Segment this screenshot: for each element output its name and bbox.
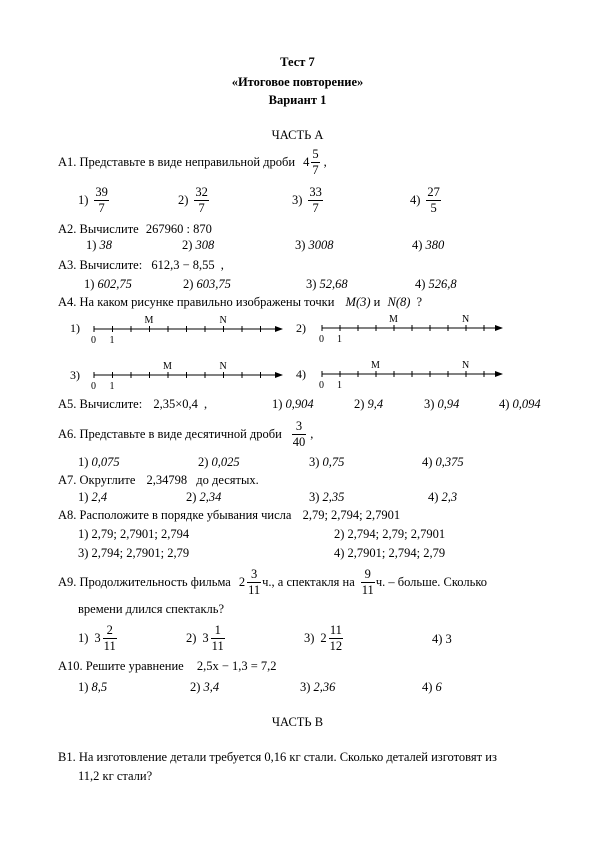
mixed-whole: 3 <box>94 630 101 645</box>
number-line-one-label: 1 <box>337 380 342 391</box>
fraction-numerator: 1 <box>211 624 225 639</box>
number-line-zero-label: 0 <box>91 335 96 346</box>
option-value: 2,794; 2,7901; 2,79 <box>91 546 190 560</box>
option-value: 3 <box>445 632 452 646</box>
test-subtitle: «Итоговое повторение» <box>231 75 364 89</box>
question-b1-line-2: 11,2 кг стали? <box>78 769 153 783</box>
option-value: 2,3 <box>441 490 458 504</box>
question-a9-film-duration <box>239 568 262 596</box>
option-number: 4) <box>410 192 421 207</box>
question-a8-text: А8. Расположите в порядке убывания числа <box>58 508 292 522</box>
fraction-numerator: 33 <box>309 185 322 199</box>
option-value: 2,7901; 2,794; 2,79 <box>347 546 446 560</box>
option-number: 2) <box>354 397 365 411</box>
option-number: 3) <box>292 192 303 207</box>
answer-a9-1[interactable] <box>78 624 118 652</box>
option-number: 2) <box>183 277 194 291</box>
number-line-zero-label: 0 <box>91 381 96 392</box>
question-a10-equation: 2,5x − 1,3 = 7,2 <box>196 659 277 673</box>
option-number: 4) <box>428 490 439 504</box>
option-number: 2) <box>190 680 201 694</box>
fraction-numerator: 9 <box>361 568 375 583</box>
option-number: 3) <box>309 490 320 504</box>
question-a5-text: А5. Вычислите: <box>58 397 143 411</box>
point-m: M(3) <box>345 295 371 309</box>
option-number: 2) <box>334 527 345 541</box>
option-value: 0,94 <box>437 397 460 411</box>
variant-label: Вариант 1 <box>268 93 327 107</box>
number-line-point-m: M <box>144 315 154 326</box>
option-number: 2) <box>178 192 189 207</box>
answer-a7-4[interactable] <box>428 491 457 504</box>
fraction-numerator: 27 <box>427 185 440 199</box>
option-value: 3008 <box>308 238 334 252</box>
answer-a9-3[interactable] <box>304 624 344 652</box>
answer-a10-3[interactable] <box>300 681 335 694</box>
number-line-point-n: N <box>462 360 470 371</box>
number-line-4-label[interactable]: 4) <box>296 367 306 381</box>
number-line-zero-label: 0 <box>319 334 324 345</box>
question-a8 <box>58 509 400 522</box>
question-a5-expression: 2,35×0,4 <box>153 397 198 411</box>
fraction-denominator: 7 <box>312 200 319 215</box>
fraction-numerator: 39 <box>95 185 108 199</box>
conjunction: и <box>373 295 381 309</box>
option-value: 9,4 <box>367 397 384 411</box>
number-line-2-label[interactable]: 2) <box>296 321 306 335</box>
answer-a10-2[interactable] <box>190 681 219 694</box>
answer-a5-4[interactable] <box>499 398 541 411</box>
fraction-denominator: 7 <box>98 200 105 215</box>
fraction-denominator: 7 <box>312 162 319 177</box>
mixed-whole: 4 <box>303 154 310 169</box>
question-a10-text: А10. Решите уравнение <box>58 659 184 673</box>
number-line-point-m: M <box>389 314 398 325</box>
fraction-numerator: 5 <box>312 147 319 161</box>
option-value: 52,68 <box>319 277 348 291</box>
option-number: 4) <box>499 397 510 411</box>
fraction-denominator: 11 <box>103 638 116 653</box>
option-value: 0,075 <box>91 455 120 469</box>
option-value: 2,4 <box>91 490 108 504</box>
option-value: 2,794; 2,79; 2,7901 <box>347 527 446 541</box>
fraction-numerator: 32 <box>195 185 208 199</box>
question-a8-numbers: 2,79; 2,794; 2,7901 <box>302 508 401 522</box>
number-line-one-label: 1 <box>109 335 115 346</box>
test-title: Тест 7 <box>280 55 315 69</box>
fraction-denominator: 7 <box>198 200 205 215</box>
question-a3-text: А3. Вычислите: <box>58 258 143 272</box>
option-value: 602,75 <box>97 277 132 291</box>
option-number: 1) <box>78 680 89 694</box>
question-a6-text: А6. Представьте в виде десятичной дроби <box>58 426 282 441</box>
part-a-title: ЧАСТЬ А <box>271 128 324 142</box>
option-value: 2,34 <box>199 490 222 504</box>
number-line-point-n: N <box>219 315 227 326</box>
number-line-1-label[interactable]: 1) <box>70 321 80 335</box>
option-number: 2) <box>198 455 209 469</box>
question-a9-text-2: ч., а спектакля на <box>262 574 355 589</box>
option-value: 2,35 <box>322 490 345 504</box>
question-a7-text: А7. Округлите <box>58 473 136 487</box>
option-number: 1) <box>78 527 89 541</box>
punctuation: , <box>323 154 327 169</box>
answer-a8-3[interactable] <box>78 547 189 560</box>
option-value: 0,094 <box>512 397 541 411</box>
question-a3-expression: 612,3 − 8,55 <box>151 258 215 272</box>
question-a9-text-3: ч. – больше. Сколько <box>375 574 488 589</box>
option-number: 3) <box>295 238 306 252</box>
answer-a6-4[interactable] <box>422 456 464 469</box>
fraction-denominator: 40 <box>292 434 306 449</box>
fraction-numerator: 3 <box>247 568 261 583</box>
fraction-denominator: 11 <box>211 638 224 653</box>
question-a7 <box>58 474 259 487</box>
punctuation: , <box>310 426 314 441</box>
fraction-numerator: 3 <box>292 420 307 435</box>
answer-a7-1[interactable] <box>78 491 107 504</box>
option-number: 1) <box>272 397 283 411</box>
question-a4-text: А4. На каком рисунке правильно изображены точки <box>58 295 335 309</box>
number-line-one-label: 1 <box>109 381 115 392</box>
mixed-whole: 2 <box>238 574 246 589</box>
answer-a8-2[interactable] <box>334 528 445 541</box>
mixed-whole: 2 <box>320 630 327 645</box>
option-value: 308 <box>195 238 215 252</box>
point-n: N(8) <box>387 295 411 309</box>
option-number: 4) <box>422 455 433 469</box>
option-value: 6 <box>435 680 442 694</box>
option-value: 603,75 <box>196 277 231 291</box>
option-value: 8,5 <box>91 680 108 694</box>
fraction-denominator: 12 <box>329 638 343 653</box>
answer-a10-1[interactable] <box>78 681 107 694</box>
option-value: 0,75 <box>322 455 345 469</box>
option-number: 3) <box>300 680 311 694</box>
question-a1-text: А1. Представьте в виде неправильной дроби <box>58 154 296 169</box>
option-value: 0,375 <box>435 455 464 469</box>
option-value: 526,8 <box>428 277 457 291</box>
option-value: 0,904 <box>285 397 314 411</box>
answer-a6-3[interactable] <box>309 456 344 469</box>
number-line-3-label[interactable]: 3) <box>70 368 80 382</box>
answer-a5-2[interactable] <box>354 398 383 411</box>
punctuation: ? <box>416 295 423 309</box>
answer-a7-3[interactable] <box>309 491 344 504</box>
option-number: 1) <box>78 630 89 645</box>
option-number: 4) <box>422 680 433 694</box>
question-a9 <box>58 568 487 596</box>
number-line-one-label: 1 <box>337 334 342 345</box>
answer-a9-2[interactable] <box>186 624 226 652</box>
answer-a6-1[interactable] <box>78 456 120 469</box>
number-line-point-n: N <box>219 361 227 372</box>
number-line-point-m: M <box>163 361 172 372</box>
punctuation: , <box>204 397 208 411</box>
answer-a8-1[interactable] <box>78 528 189 541</box>
option-value: 380 <box>425 238 445 252</box>
option-number: 1) <box>78 455 89 469</box>
option-number: 3) <box>424 397 435 411</box>
option-number: 3) <box>309 455 320 469</box>
question-a9-line-2: времени длился спектакль? <box>78 602 225 616</box>
option-number: 3) <box>78 546 89 560</box>
option-number: 2) <box>186 630 197 645</box>
question-b1-line-1: В1. На изготовление детали требуется 0,16 кг стали. Сколько деталей изготовят из <box>58 750 497 764</box>
option-number: 3) <box>304 630 315 645</box>
fraction-numerator: 2 <box>103 624 117 639</box>
part-b-title: ЧАСТЬ В <box>271 715 324 729</box>
question-a7-number: 2,34798 <box>146 473 188 487</box>
option-value: 38 <box>99 238 113 252</box>
answer-a8-4[interactable] <box>334 547 445 560</box>
option-number: 4) <box>334 546 345 560</box>
fraction-numerator: 11 <box>329 623 342 637</box>
question-a2-text: А2. Вычислите <box>58 222 139 236</box>
answer-a7-2[interactable] <box>186 491 221 504</box>
option-value: 2,36 <box>313 680 336 694</box>
option-value: 2,79; 2,7901; 2,794 <box>91 527 190 541</box>
option-number: 1) <box>86 238 97 252</box>
option-number: 4) <box>415 277 426 291</box>
question-a2-expression: 267960 : 870 <box>145 222 212 236</box>
question-a5 <box>58 398 207 411</box>
answer-a5-1[interactable] <box>272 398 314 411</box>
question-a7-tail: до десятых. <box>196 473 259 487</box>
option-value: 3,4 <box>203 680 220 694</box>
option-number: 1) <box>78 490 89 504</box>
answer-a5-3[interactable] <box>424 398 459 411</box>
option-number: 4) <box>432 632 443 646</box>
fraction-denominator: 5 <box>430 200 437 215</box>
mixed-whole: 3 <box>202 630 209 645</box>
fraction-denominator: 11 <box>248 582 261 597</box>
answer-a6-2[interactable] <box>198 456 240 469</box>
number-line-zero-label: 0 <box>319 380 324 391</box>
option-number: 2) <box>186 490 197 504</box>
question-a6 <box>58 420 313 448</box>
option-number: 1) <box>78 192 89 207</box>
question-a9-text-1: А9. Продолжительность фильма <box>58 574 231 589</box>
fraction-denominator: 11 <box>361 582 374 597</box>
number-line-point-m: M <box>371 360 380 371</box>
option-number: 4) <box>412 238 423 252</box>
punctuation: , <box>220 258 224 272</box>
number-line-point-n: N <box>462 314 470 325</box>
answer-a9-4[interactable] <box>432 633 452 646</box>
option-number: 2) <box>182 238 193 252</box>
answer-a10-4[interactable] <box>422 681 442 694</box>
option-value: 0,025 <box>211 455 240 469</box>
option-number: 1) <box>84 277 95 291</box>
option-number: 3) <box>306 277 317 291</box>
question-a10 <box>58 660 277 673</box>
